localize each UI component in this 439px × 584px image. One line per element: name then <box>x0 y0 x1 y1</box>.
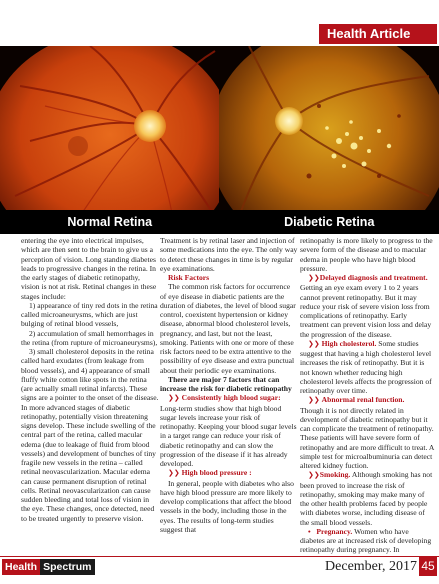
paragraph: The common risk factors for occurrence of eye disease in diabetic patients are the duration of diabetes, the level of blood sugar control, coexistent hypertension or kidney disease, abnormal blood cholesterol levels, pregnancy, and last, but not the least, smoking. Patients with one or more of these risk factors need to be extra attentive to the possibility of eye disease and extra punctual about their periodic eye examinations. <box>160 282 296 375</box>
arrow-icon: ❯❯ <box>168 394 180 403</box>
caption-bar <box>0 210 439 234</box>
heading-renal: ❯❯ Abnormal renal function. <box>308 395 405 405</box>
paragraph: Though it is not directly related in development of diabetic retinopathy but it can complicate the treatment of retinopathy. These patients will have severe form of retinopathy and are more difficult to treat. A simple test for microalbuminuria can detect altered kidney fuction. <box>300 405 434 470</box>
heading-high-sugar: ❯❯ Consistently high blood sugar: <box>168 393 281 403</box>
footer-brand-logo: Health Spectrum <box>2 561 95 573</box>
footer-divider <box>0 556 439 557</box>
page-number: 45 <box>419 557 437 576</box>
column-3 <box>300 236 434 555</box>
paragraph: entering the eye into electrical impulses, which are then sent to the brain to give us a perception of vision. Long standing diabetes leads to progressive changes in the retina. In the early stages of diabetic retinopathy, vision is not at risk. Retinal changes in these stages include: <box>21 236 157 301</box>
paragraph-cholesterol: ❯❯ High cholesterol. Some studies suggest that having a high cholesterol level increases the risk of retinopathy. But it is not known whether reducing high cholesterol levels affects the progression of retinopathy over time. <box>300 338 432 395</box>
page-header <box>0 0 439 44</box>
paragraph-smoking: ❯❯Smoking. Although smoking has not been proved to increase the risk of retinopathy, smoking may make many of the other health problems faced by people with diabetes worse, including disease of the small blood vessels. <box>300 470 433 527</box>
normal-retina-photo <box>0 46 220 234</box>
paragraph-pregnancy: • Pregnancy. Women who have diabetes are at increased risk of developing retinopathy during pregnancy. In <box>300 526 432 555</box>
paragraph: In general, people with diabetes who also have high blood pressure are more likely to develop complications that affect the blood vessels in the body, including those in the eyes. The results of long-term studies suggest that <box>160 478 294 534</box>
arrow-icon: ❯❯ <box>168 469 180 478</box>
bullet-icon: • <box>308 526 311 536</box>
column-1 <box>21 236 159 523</box>
footer-date: December, 2017 <box>325 559 417 574</box>
paragraph-bold: There are major 7 factors that can increase the risk for diabetic retinopathy <box>160 374 292 393</box>
section-badge: Health Article <box>319 24 437 44</box>
diabetic-retina-caption: Diabetic Retina <box>284 215 375 229</box>
paragraph: 3) small cholesterol deposits in the retina called hard exudates (from leakage from blood vessels), and 4) appearance of small fluffy white cotton like spots in the retina (are actually small retinal infarcts). These signs are a pointer to the onset of the disease. In more advanced stages of diabetic retinopathy, potentially vision threatening signs develop. These include swelling of the central part of the retina, called macular edema (due to leakage of fluid from blood vessels) and development of bunches of tiny fragile new vessels in the retina – called retinal neovascularization. Macular edema can cause permanent disruption of retinal cells. Retinal neovascularization can cause sudden bleeding and total loss of vision in the eye. These changes, once detected, need to be treated urgently to preserve vision. <box>21 347 159 523</box>
arrow-icon: ❯❯ <box>308 471 320 480</box>
paragraph-delayed: ❯❯Delayed diagnosis and treatment. Getting an eye exam every 1 to 2 years cannot prevent retinopathy. But it may reduce your risk of severe vision loss from complications of retinopathy. Early treatment can prevent vision loss and delay the progression of the disease. <box>300 273 432 339</box>
retina-photos <box>0 46 439 234</box>
paragraph: Long-term studies show that high blood sugar levels increase your risk of retinopathy. Keeping your blood sugar levels in a target range can reduce your risk of diabetic retinopathy and can slow the progression of the disease if it has already developed. <box>160 403 297 468</box>
paragraph: Treatment is by retinal laser and injection of some medications into the eye. The only way to detect these changes in time is by regular eye examinations. <box>160 236 298 273</box>
diabetic-retina-photo <box>219 46 439 234</box>
heading-high-bp: ❯❯ High blood pressure : <box>168 468 252 478</box>
heading-risk-factors: Risk Factors <box>168 273 210 282</box>
paragraph: 1) appearance of tiny red dots in the retina called microaneurysms, which are just bulging of retinal blood vessels, <box>21 300 158 329</box>
paragraph: retinopathy is more likely to progress to the severe form of the disease and to macular edema in people who have high blood pressure. <box>300 236 433 273</box>
arrow-icon: ❯❯ <box>308 339 320 348</box>
normal-retina-caption: Normal Retina <box>67 215 153 229</box>
arrow-icon: ❯❯ <box>308 396 320 405</box>
arrow-icon: ❯❯ <box>308 274 320 282</box>
column-2 <box>160 236 298 534</box>
paragraph: 2) accumulation of small hemorrhages in the retina (from rupture of microaneurysms), <box>21 328 158 347</box>
